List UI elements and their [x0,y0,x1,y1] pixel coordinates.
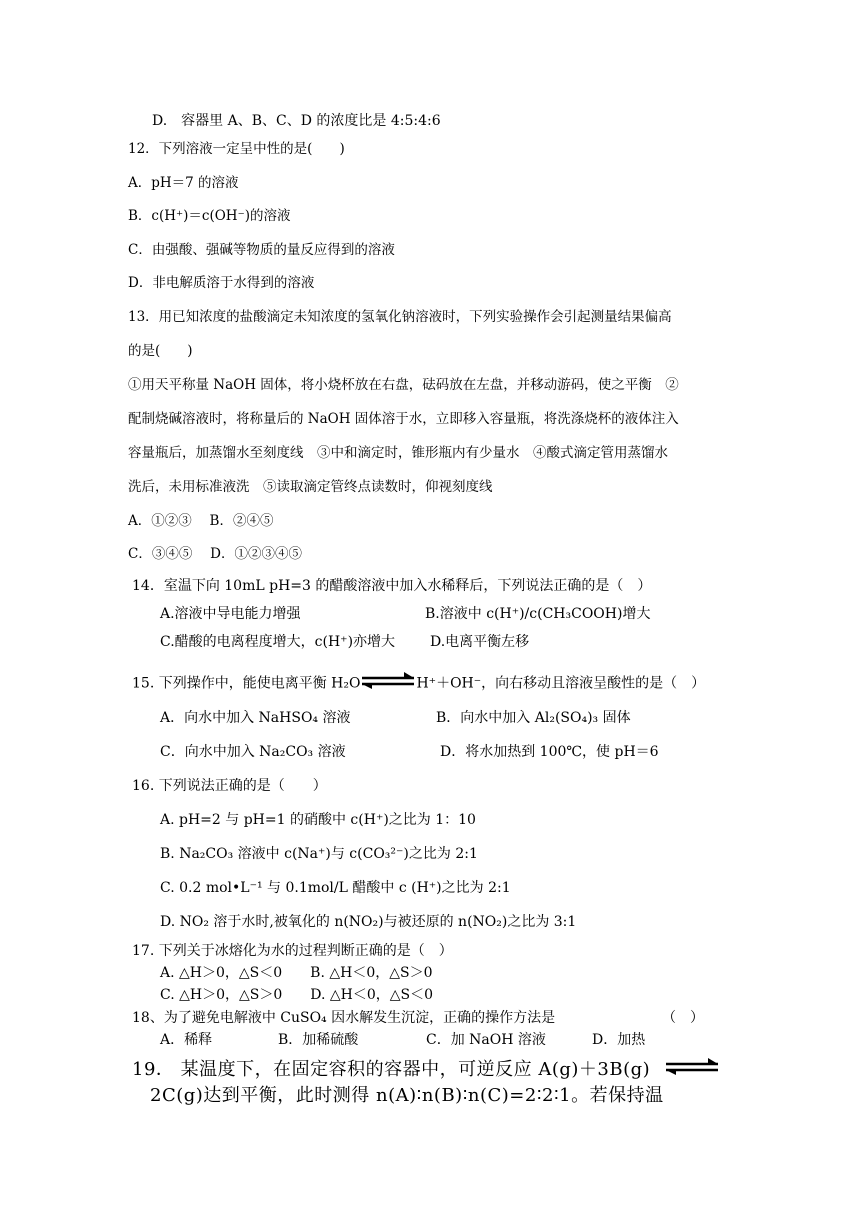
equilibrium-arrow-icon [664,1058,720,1082]
q18-option-d: D．加热 [592,1032,646,1048]
q13-stem-line1: 13．用已知浓度的盐酸滴定未知浓度的氢氧化钠溶液时，下列实验操作会引起测量结果偏高 [128,309,672,325]
q17-stem: 17. 下列关于冰熔化为水的过程判断正确的是（ ） [132,943,453,959]
q15-stem-suffix: H⁺＋OH⁻，向右移动且溶液呈酸性的是（ ） [416,675,706,692]
q15-option-a: A．向水中加入 NaHSO₄ 溶液 [160,710,351,726]
q13-options-ab: A．①②③ B．②④⑤ [128,513,274,529]
q16-option-b: B. Na₂CO₃ 溶液中 c(Na⁺)与 c(CO₃²⁻)之比为 2:1 [160,846,478,862]
q15-option-c: C．向水中加入 Na₂CO₃ 溶液 [160,744,346,760]
q11-option-d: D. 容器里 A、B、C、D 的浓度比是 4:5:4:6 [152,113,441,129]
q19-line2: 2C(g)达到平衡，此时测得 n(A)∶n(B)∶n(C)=2∶2∶1。若保持温 [150,1085,664,1106]
q17-options-cd: C. △H＞0，△S＞0 D. △H＜0，△S＜0 [160,987,434,1003]
q13-options-cd: C．③④⑤ D．①②③④⑤ [128,546,302,562]
q14-option-b: B.溶液中 c(H⁺)/c(CH₃COOH)增大 [425,606,651,622]
q16-option-d: D. NO₂ 溶于水时,被氧化的 n(NO₂)与被还原的 n(NO₂)之比为 3:1 [160,914,577,930]
q12-option-a: A．pH＝7 的溶液 [128,175,239,191]
q14-option-a: A.溶液中导电能力增强 [160,606,301,622]
q15-stem [132,672,705,695]
q14-option-d: D.电离平衡左移 [430,634,530,650]
q16-option-a: A. pH=2 与 pH=1 的硝酸中 c(H⁺)之比为 1：10 [160,812,476,828]
q15-stem-prefix: 15. 下列操作中，能使电离平衡 H₂O [132,675,361,692]
q12-option-b: B．c(H⁺)＝c(OH⁻)的溶液 [128,208,291,224]
equilibrium-arrow-icon [360,672,416,695]
q18-answer-paren: （ ） [662,1010,704,1026]
q18-option-b: B．加稀硫酸 [278,1032,359,1048]
q18-option-a: A．稀释 [160,1032,213,1048]
q16-stem: 16. 下列说法正确的是（ ） [132,778,327,794]
q12-option-d: D．非电解质溶于水得到的溶液 [128,275,315,291]
q13-stem-line2: 的是( ) [128,343,193,359]
q18-stem: 18、为了避免电解液中 CuSO₄ 因水解发生沉淀，正确的操作方法是 [132,1010,556,1026]
q19-line1-text: 19． 某温度下，在固定容积的容器中，可逆反应 A(g)＋3B(g) [132,1059,651,1080]
q13-body-line1: ①用天平称量 NaOH 固体，将小烧杯放在右盘，砝码放在左盘，并移动游码，使之平衡 ② [128,377,679,393]
q18-option-c: C．加 NaOH 溶液 [426,1032,546,1048]
q15-option-b: B．向水中加入 Al₂(SO₄)₃ 固体 [436,710,631,726]
q14-stem: 14．室温下向 10mL pH=3 的醋酸溶液中加入水稀释后，下列说法正确的是（ ） [132,578,652,594]
q13-body-line2: 配制烧碱溶液时，将称量后的 NaOH 固体溶于水，立即移入容量瓶，将洗涤烧杯的液体注入 [128,411,679,427]
q17-options-ab: A. △H＞0，△S＜0 B. △H＜0，△S＞0 [160,965,433,981]
q13-body-line3: 容量瓶后，加蒸馏水至刻度线 ③中和滴定时，锥形瓶内有少量水 ④酸式滴定管用蒸馏水 [128,445,668,461]
q16-option-c: C. 0.2 mol•L⁻¹ 与 0.1mol/L 醋酸中 c (H⁺)之比为 2:1 [160,880,511,896]
q12-option-c: C．由强酸、强碱等物质的量反应得到的溶液 [128,242,395,258]
q12-stem: 12．下列溶液一定呈中性的是( ) [128,141,345,157]
q14-option-c: C.醋酸的电离程度增大，c(H⁺)亦增大 [160,634,396,650]
q13-body-line4: 洗后，未用标准液洗 ⑤读取滴定管终点读数时，仰视刻度线 [128,479,493,495]
q19-line1 [132,1058,720,1082]
q15-option-d: D．将水加热到 100℃，使 pH＝6 [440,744,659,760]
